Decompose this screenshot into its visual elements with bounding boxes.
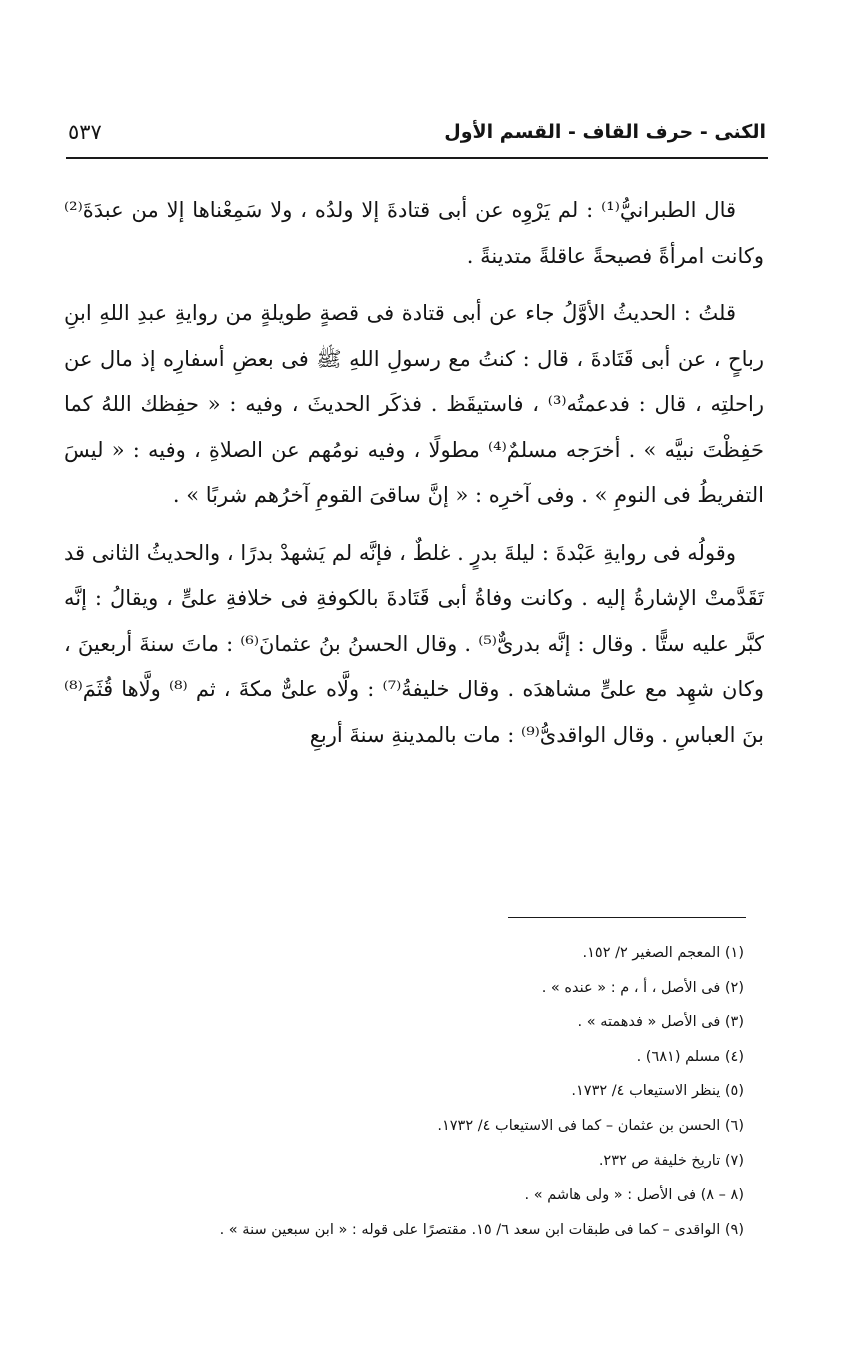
footnotes [60,936,744,1247]
footnote: (٤) مسلم (٦٨١) . [636,1048,744,1065]
footnote: (٨ – ٨) فى الأصل : « ولى هاشم » . [524,1187,744,1204]
footnote: (٣) فى الأصل « فدهمته » . [577,1014,744,1031]
paragraph: وقولُه فى روايةِ عَبْدةَ : ليلةَ بدرٍ . غلطٌ ، فإنَّه لم يَشهدْ بدرًا ، والحديثُ الثانى قد تَقَدَّمتْ الإشارةُ إليه . وكانت وفاةُ أبى قَتَادةَ بالكوفةِ فى خلافةِ علىٍّ ، ويقالُ : إنَّه كبَّر عليه ستًّا . وقال : إنَّه بدرىٌّ⁽⁵⁾ . وقال الحسنُ بنُ عثمانَ⁽⁶⁾ : ماتَ سنةَ أربعينَ ، وكان شهِد مع علىٍّ مشاهدَه . وقال خليفةُ⁽⁷⁾ : ولَّاه علىٌّ مكةَ ، ثم ⁽⁸⁾ ولَّاها قُثَمَ⁽⁸⁾ بنَ العباسِ . وقال الواقدىُّ⁽⁹⁾ : مات بالمدينةِ سنةَ أربعِ [64,540,765,747]
main-text [64,188,764,758]
footnote: (٩) الواقدى – كما فى طبقات ابن سعد ٦/ ١٥. مقتصرًا على قوله : « ابن سبعين سنة » . [219,1221,744,1238]
paragraph: قلتُ : الحديثُ الأوَّلُ جاء عن أبى قتادة فى قصةٍ طويلةٍ من روايةِ عبدِ اللهِ ابنِ رباحٍ ، عن أبى قَتَادةَ ، قال : كنتُ مع رسولِ اللهِ ﷺ فى بعضِ أسفارِه إذ مال عن راحلتِه ، قال : فدعمتُه⁽³⁾ ، فاستيقَظ . فذكَر الحديثَ ، وفيه : « حفِظك اللهُ كما حَفِظْتَ نبيَّه » . أخرَجه مسلمٌ⁽⁴⁾ مطولًا ، وفيه نومُهم عن الصلاةِ ، وفيه : « ليسَ التفريطُ فى النومِ » . وفى آخرِه : « إنَّ ساقىَ القومِ آخرُهم شربًا » . [64,301,765,507]
header-rule [66,157,768,159]
page-number: ٥٣٧ [68,120,102,144]
footnote: (١) المعجم الصغير ٢/ ١٥٢. [582,945,744,961]
running-title: الكنى - حرف القاف - القسم الأول [444,121,766,143]
page-header [68,112,766,152]
paragraph: قال الطبرانيُّ⁽¹⁾ : لم يَرْوِه عن أبى قتادةَ إلا ولدُه ، ولا سَمِعْناها إلا من عبدَةَ⁽²⁾ وكانت امرأةً فصيحةً عاقلةً متدينةً . [64,198,764,268]
footnote: (٦) الحسن بن عثمان – كما فى الاستيعاب ٤/ ١٧٣٢. [437,1117,744,1134]
footnote: (٧) تاريخ خليفة ص ٢٣٢. [598,1152,744,1169]
footnote-separator [508,917,746,918]
footnote: (٢) فى الأصل ، أ ، م : « عنده » . [541,979,744,996]
footnote: (٥) ينظر الاستيعاب ٤/ ١٧٣٢. [571,1083,744,1100]
